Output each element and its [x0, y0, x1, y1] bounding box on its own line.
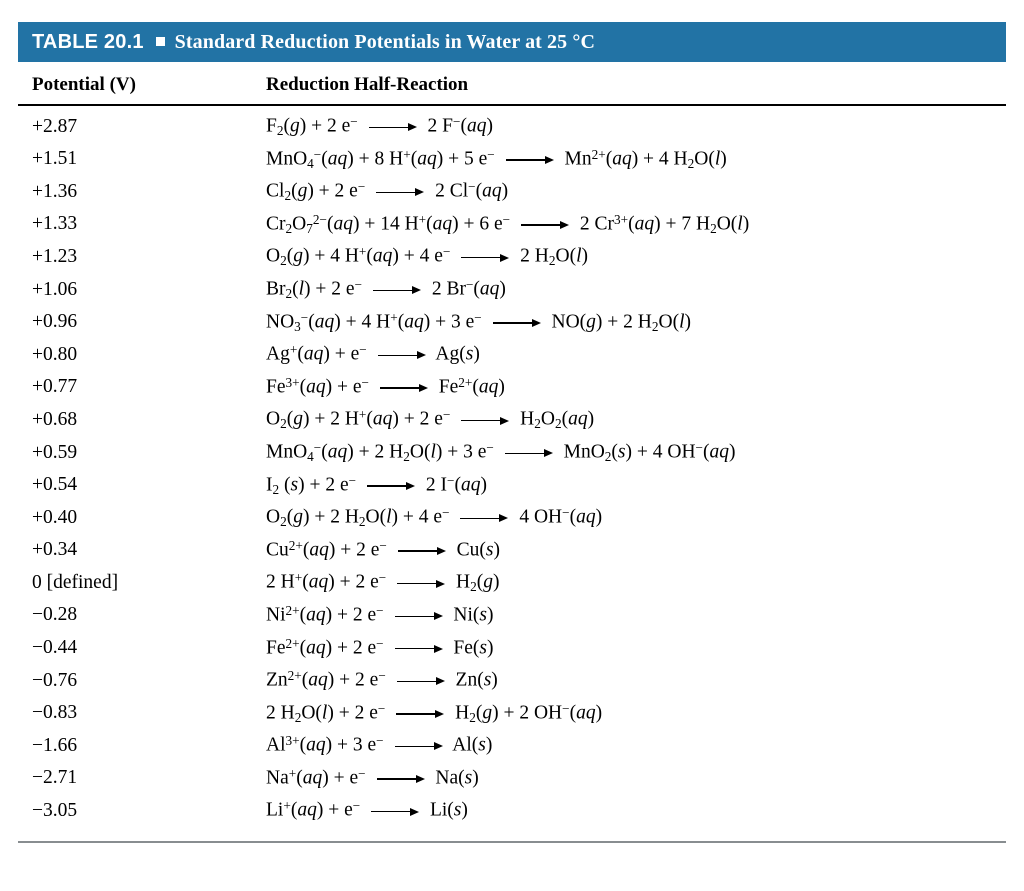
cell-reduction-half-reaction: 2 $H_2O(l) + 2$ e− $H_2(g) + 2$ OH−(aq) [266, 700, 603, 725]
table-row [18, 766, 1006, 799]
table-row [18, 310, 1006, 343]
cell-potential: +1.51 [32, 148, 78, 170]
cell-reduction-half-reaction: $NO_3^-(aq) + 4$ H+(aq) + 3 e− NO(g) + 2 $H_2O(l)$ [266, 309, 691, 334]
cell-potential: +0.40 [32, 506, 78, 528]
table-row [18, 114, 1006, 147]
table-row [18, 636, 1006, 669]
cell-reduction-half-reaction: 2 H+(aq) + 2 e− $H_2(g)$ [266, 570, 500, 595]
table-row [18, 277, 1006, 310]
column-header-potential: Potential (V) [32, 74, 136, 95]
cell-reduction-half-reaction: $F_2(g) + 2$ e− 2 F−(aq) [266, 114, 493, 138]
column-header-reaction: Reduction Half-Reaction [266, 74, 469, 95]
table-row [18, 668, 1006, 701]
table-bottom-rule [18, 841, 1006, 843]
cell-potential: +1.33 [32, 213, 78, 235]
cell-potential: −3.05 [32, 800, 78, 822]
cell-reduction-half-reaction: $Zn^{2+}(aq) + 2$ e− Zn(s) [266, 668, 498, 691]
cell-potential: +0.80 [32, 343, 78, 365]
cell-reduction-half-reaction: MnO$_4$−(aq) + 8 H+(aq) + 5 e− $Mn^{2+}(aq) + 4$ $H_2O(l)$ [266, 146, 727, 171]
table-row [18, 179, 1006, 212]
table-row [18, 440, 1006, 473]
cell-potential: +0.34 [32, 539, 78, 561]
table-row [18, 505, 1006, 538]
table-row [18, 798, 1006, 831]
table-column-headers [18, 62, 1006, 106]
cell-reduction-half-reaction: $O_2(g) + 2$ $H_2O(l) + 4$ e− 4 OH−(aq) [266, 505, 603, 529]
cell-potential: +0.77 [32, 376, 78, 398]
cell-potential: +0.59 [32, 441, 78, 463]
table-row [18, 342, 1006, 375]
cell-reduction-half-reaction: $Cu^{2+}(aq) + 2$ e− Cu(s) [266, 537, 500, 561]
cell-potential: +2.87 [32, 115, 78, 137]
table-row [18, 147, 1006, 180]
table-row [18, 733, 1006, 766]
cell-potential: +0.96 [32, 311, 78, 333]
cell-potential: +0.54 [32, 474, 78, 496]
cell-reduction-half-reaction: Li+(aq) + e− Li(s) [266, 798, 468, 822]
cell-reduction-half-reaction: $Al^{3+}(aq) + 3$ e− Al(s) [266, 733, 493, 756]
cell-potential: −0.44 [32, 637, 78, 659]
cell-reduction-half-reaction: $Cr_2O_7^{2-}(aq) + 14$ H+(aq) + 6 e− 2 $Cr^{3+}(aq) + 7$ $H_2O(l)$ [266, 211, 750, 236]
cell-reduction-half-reaction: Na+(aq) + e− Na(s) [266, 765, 479, 789]
cell-reduction-half-reaction: $Br_2(l) + 2$ e− 2 Br−(aq) [266, 276, 506, 301]
table-row [18, 212, 1006, 245]
cell-reduction-half-reaction: $O_2(g) + 4$ H+(aq) + 4 e− 2 $H_2O(l)$ [266, 244, 589, 269]
table-row [18, 603, 1006, 636]
cell-potential: +1.36 [32, 180, 78, 202]
cell-reduction-half-reaction: $Cl_2(g) + 2$ e− 2 Cl−(aq) [266, 179, 509, 204]
cell-reduction-half-reaction: $Fe^{2+}(aq) + 2$ e− Fe(s) [266, 635, 494, 659]
cell-reduction-half-reaction: $O_2(g) + 2$ H+(aq) + 2 e− $H_2O_2(aq)$ [266, 407, 595, 432]
cell-potential: −0.76 [32, 669, 78, 691]
cell-potential: −0.83 [32, 702, 78, 724]
table-row [18, 473, 1006, 506]
table-row [18, 407, 1006, 440]
table-row [18, 244, 1006, 277]
cell-potential: −0.28 [32, 604, 78, 626]
table-title: Standard Reduction Potentials in Water at 25 °C [174, 30, 595, 53]
cell-reduction-half-reaction: $Fe^{3+}(aq) + e^-$ $Fe^{2+}(aq)$ [266, 374, 505, 398]
cell-potential: +1.06 [32, 278, 78, 300]
cell-potential: +1.23 [32, 245, 78, 267]
square-bullet-icon [156, 37, 165, 46]
table-row [18, 375, 1006, 408]
cell-potential: +0.68 [32, 408, 78, 430]
cell-potential: −1.66 [32, 734, 78, 756]
cell-reduction-half-reaction: $Ni^{2+}(aq) + 2$ e− Ni(s) [266, 602, 494, 626]
table-row [18, 570, 1006, 603]
cell-reduction-half-reaction: $I_2$ (s) + 2 e− 2 I−(aq) [266, 472, 487, 497]
table-body [18, 106, 1006, 831]
cell-potential: −2.71 [32, 767, 78, 789]
cell-potential: 0 [defined] [32, 571, 119, 593]
cell-reduction-half-reaction: Ag+(aq) + e− Ag(s) [266, 342, 480, 365]
table-row [18, 701, 1006, 734]
cell-reduction-half-reaction: MnO$_4$−(aq) + 2 $H_2O(l) + 3$ e− MnO$_2$(s) + 4 OH−(aq) [266, 439, 736, 464]
table-row [18, 538, 1006, 571]
table-number: TABLE 20.1 [32, 30, 144, 53]
table-header-bar [18, 22, 1006, 62]
standard-reduction-potentials-table [18, 22, 1006, 843]
